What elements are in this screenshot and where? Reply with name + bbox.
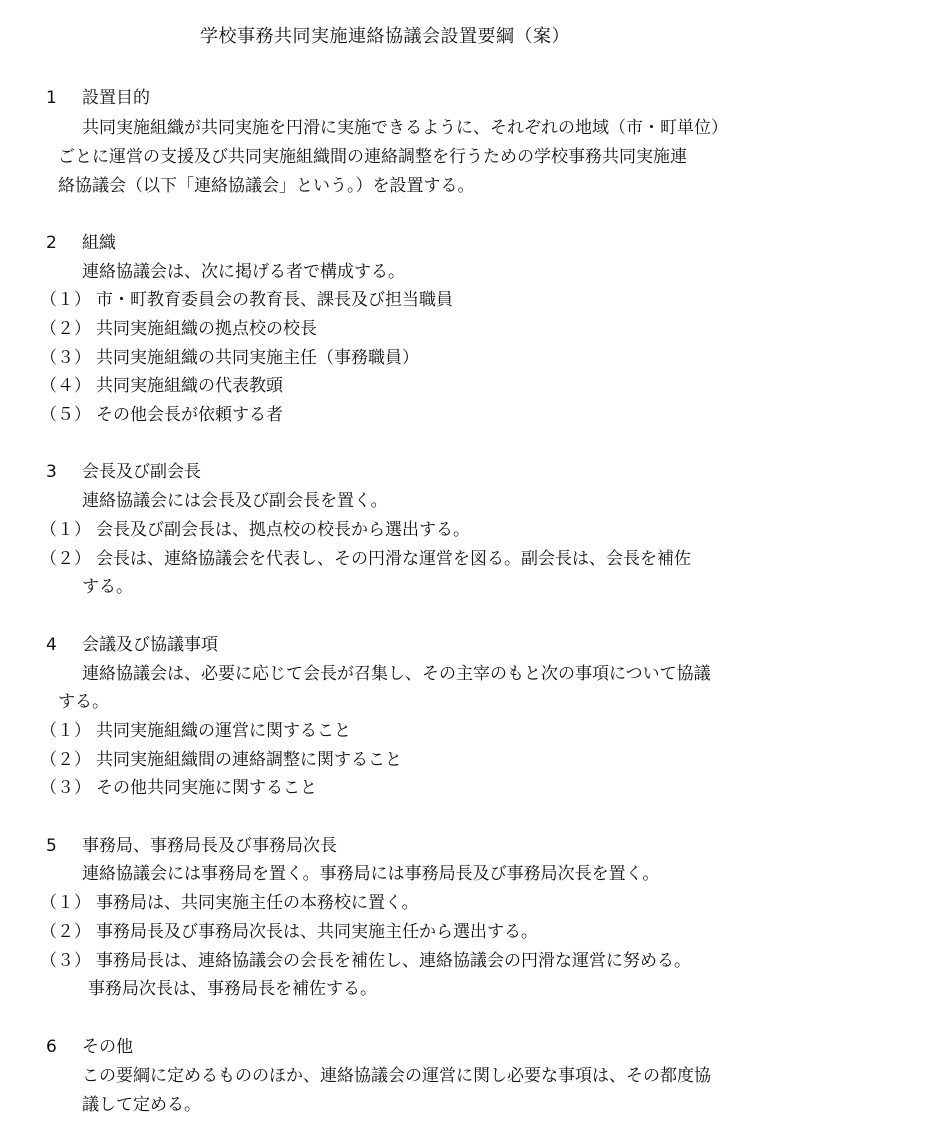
list-text: 共同実施組織の拠点校の校長 [96, 319, 317, 339]
section-heading [46, 633, 218, 657]
paragraph-line: この要綱に定めるもののほか、連絡協議会の運営に関し必要な事項は、その都度協 [82, 1066, 711, 1086]
section-number: 6 [46, 1037, 57, 1057]
list-item [40, 317, 317, 341]
list-marker: （２） [40, 750, 91, 770]
section-intro: 連絡協議会には会長及び副会長を置く。 [82, 491, 388, 511]
section-number: 2 [46, 233, 57, 253]
list-text-continuation: する。 [82, 577, 133, 597]
section-intro: 連絡協議会は、次に掲げる者で構成する。 [82, 262, 405, 282]
section-number: 5 [46, 836, 57, 856]
list-text: 事務局長及び事務局次長は、共同実施主任から選出する。 [96, 922, 538, 942]
section-title: 組織 [82, 233, 116, 253]
section-heading [46, 460, 201, 484]
list-item [40, 374, 283, 398]
section-title: 設置目的 [82, 88, 150, 108]
list-text: その他会長が依頼する者 [96, 405, 283, 425]
list-text: 会長及び副会長は、拠点校の校長から選出する。 [96, 520, 470, 540]
list-marker: （２） [40, 319, 91, 339]
list-text: 共同実施組織間の連絡調整に関すること [96, 750, 402, 770]
section-heading [46, 1035, 133, 1059]
list-text: 共同実施組織の運営に関すること [96, 721, 351, 741]
section-number: 3 [46, 462, 57, 482]
section-number: 1 [46, 88, 57, 108]
list-marker: （４） [40, 376, 91, 396]
list-marker: （１） [40, 893, 91, 913]
section-title: 会議及び協議事項 [82, 635, 218, 655]
list-marker: （１） [40, 721, 91, 741]
list-text: その他共同実施に関すること [96, 778, 317, 798]
list-text: 共同実施組織の共同実施主任（事務職員） [96, 348, 419, 368]
list-text: 事務局は、共同実施主任の本務校に置く。 [96, 893, 419, 913]
list-text: 共同実施組織の代表教頭 [96, 376, 283, 396]
section-title: その他 [82, 1037, 133, 1057]
section-number: 4 [46, 635, 57, 655]
list-text: 事務局長は、連絡協議会の会長を補佐し、連絡協議会の円滑な運営に努める。 [96, 951, 691, 971]
section-heading [46, 86, 150, 110]
list-item [40, 288, 453, 312]
section-intro-continuation: する。 [58, 692, 109, 712]
paragraph-line: 共同実施組織が共同実施を円滑に実施できるように、それぞれの地域（市・町単位） [82, 118, 728, 138]
list-marker: （３） [40, 951, 91, 971]
list-item [40, 776, 317, 800]
section-heading [46, 834, 337, 858]
list-item [40, 403, 283, 427]
list-text-continuation: 事務局次長は、事務局長を補佐する。 [88, 979, 377, 999]
list-item [40, 346, 419, 370]
list-marker: （３） [40, 348, 91, 368]
list-item [40, 719, 351, 743]
section-intro: 連絡協議会には事務局を置く。事務局には事務局長及び事務局次長を置く。 [82, 864, 660, 884]
list-item [40, 949, 691, 973]
paragraph-line: 議して定める。 [82, 1095, 201, 1115]
section-intro: 連絡協議会は、必要に応じて会長が召集し、その主宰のもと次の事項について協議 [82, 664, 711, 684]
list-text: 市・町教育委員会の教育長、課長及び担当職員 [96, 290, 453, 310]
list-marker: （１） [40, 520, 91, 540]
section-title: 会長及び副会長 [82, 462, 201, 482]
list-marker: （２） [40, 549, 91, 569]
list-marker: （２） [40, 922, 91, 942]
list-item [40, 748, 402, 772]
list-item [40, 547, 691, 571]
section-title: 事務局、事務局長及び事務局次長 [82, 836, 337, 856]
document-title: 学校事務共同実施連絡協議会設置要綱（案） [200, 26, 570, 47]
list-text: 会長は、連絡協議会を代表し、その円滑な運営を図る。副会長は、会長を補佐 [96, 549, 691, 569]
list-item [40, 891, 419, 915]
list-marker: （１） [40, 290, 91, 310]
list-item [40, 920, 538, 944]
list-item [40, 518, 470, 542]
paragraph-line: ごとに運営の支援及び共同実施組織間の連絡調整を行うための学校事務共同実施連 [58, 147, 687, 167]
list-marker: （３） [40, 778, 91, 798]
list-marker: （５） [40, 405, 91, 425]
paragraph-line: 絡協議会（以下「連絡協議会」という。）を設置する。 [58, 176, 475, 196]
section-heading [46, 231, 116, 255]
